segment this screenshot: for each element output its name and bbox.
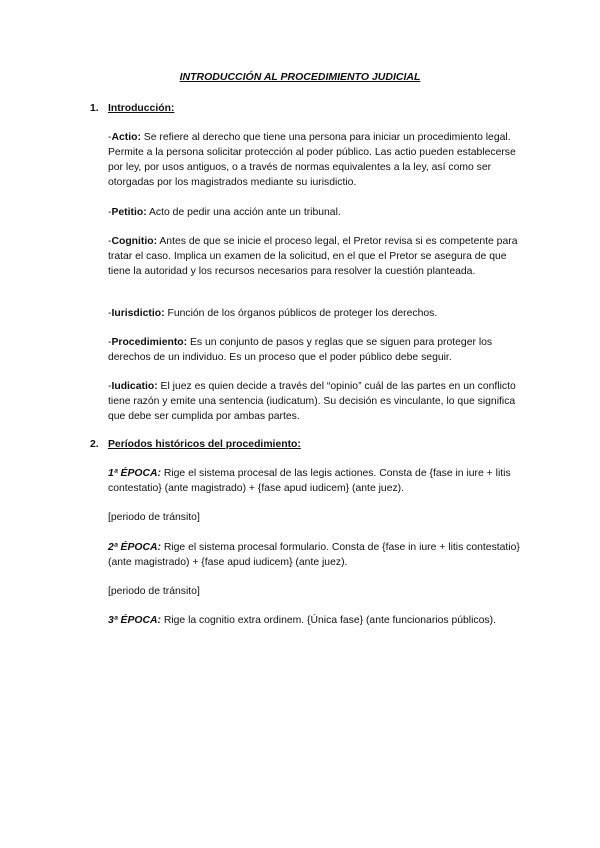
epoca-1: 1ª ÉPOCA: Rige el sistema procesal de las legis actiones. Consta de {fase in iure + litis contestatio} (ante magistrado) + {fase apud iudicem} (ante juez). — [108, 468, 511, 494]
epoca-3: 3ª ÉPOCA: Rige la cognitio extra ordinem. {Única fase} (ante funcionarios públicos). — [108, 615, 496, 626]
section-title: Introducción: — [108, 103, 175, 114]
section-heading-introduccion — [90, 101, 174, 116]
definition-procedimiento: -Procedimiento: Es un conjunto de pasos y reglas que se siguen para proteger los derechos de un individuo. Es un proceso que el poder público debe seguir. — [108, 337, 493, 363]
term: Actio: — [111, 132, 141, 143]
page-title: INTRODUCCIÓN AL PROCEDIMIENTO JUDICIAL — [179, 71, 421, 83]
definition-petitio: -Petitio: Acto de pedir una acción ante un tribunal. — [108, 207, 341, 218]
periodo-transito-2: [periodo de tránsito] — [108, 586, 200, 597]
definition-iudicatio: -Iudicatio: El juez es quien decide a través del “opinio” cuál de las partes en un conflicto tiene razón y emite una sentencia (iudicatum). Su decisión es vinculante, lo que significa que debe ser cumplida por ambas partes. — [108, 381, 516, 422]
term: Iurisdictio: — [111, 308, 165, 319]
section-heading-periodos — [90, 437, 301, 452]
epoca-label: 1ª ÉPOCA: — [108, 468, 161, 479]
term: Procedimiento: — [111, 337, 188, 348]
definition-iurisdictio: -Iurisdictio: Función de los órganos públicos de proteger los derechos. — [108, 308, 438, 319]
definition-cognitio: -Cognitio: Antes de que se inicie el proceso legal, el Pretor revisa si es competente para tratar el caso. Implica un examen de la solicitud, en el que el Pretor se asegura de que tiene la autoridad y los recursos necesarios para resolver la cuestión planteada. — [108, 236, 518, 277]
section-number: 2. — [90, 439, 99, 450]
epoca-2: 2ª ÉPOCA: Rige el sistema procesal formulario. Consta de {fase in iure + litis contestatio} (ante magistrado) + {fase apud iudicem} (ante juez). — [108, 542, 520, 568]
definition-actio: -Actio: Se refiere al derecho que tiene una persona para iniciar un procedimiento legal. Permite a la persona solicitar protección al poder público. Las actio pueden establecerse por ley, por usos antiguos, o a través de normas equivalentes a la ley, así como ser otorgadas por los magistrados mediante su iurisdictio. — [108, 132, 516, 188]
periodo-transito-1: [periodo de tránsito] — [108, 512, 200, 523]
term: Cognitio: — [111, 236, 158, 247]
epoca-label: 2ª ÉPOCA: — [108, 542, 161, 553]
section-title: Períodos históricos del procedimiento: — [108, 439, 301, 450]
epoca-label: 3ª ÉPOCA: — [108, 615, 161, 626]
term: Iudicatio: — [111, 381, 158, 392]
term: Petitio: — [111, 207, 147, 218]
section-number: 1. — [90, 103, 99, 114]
